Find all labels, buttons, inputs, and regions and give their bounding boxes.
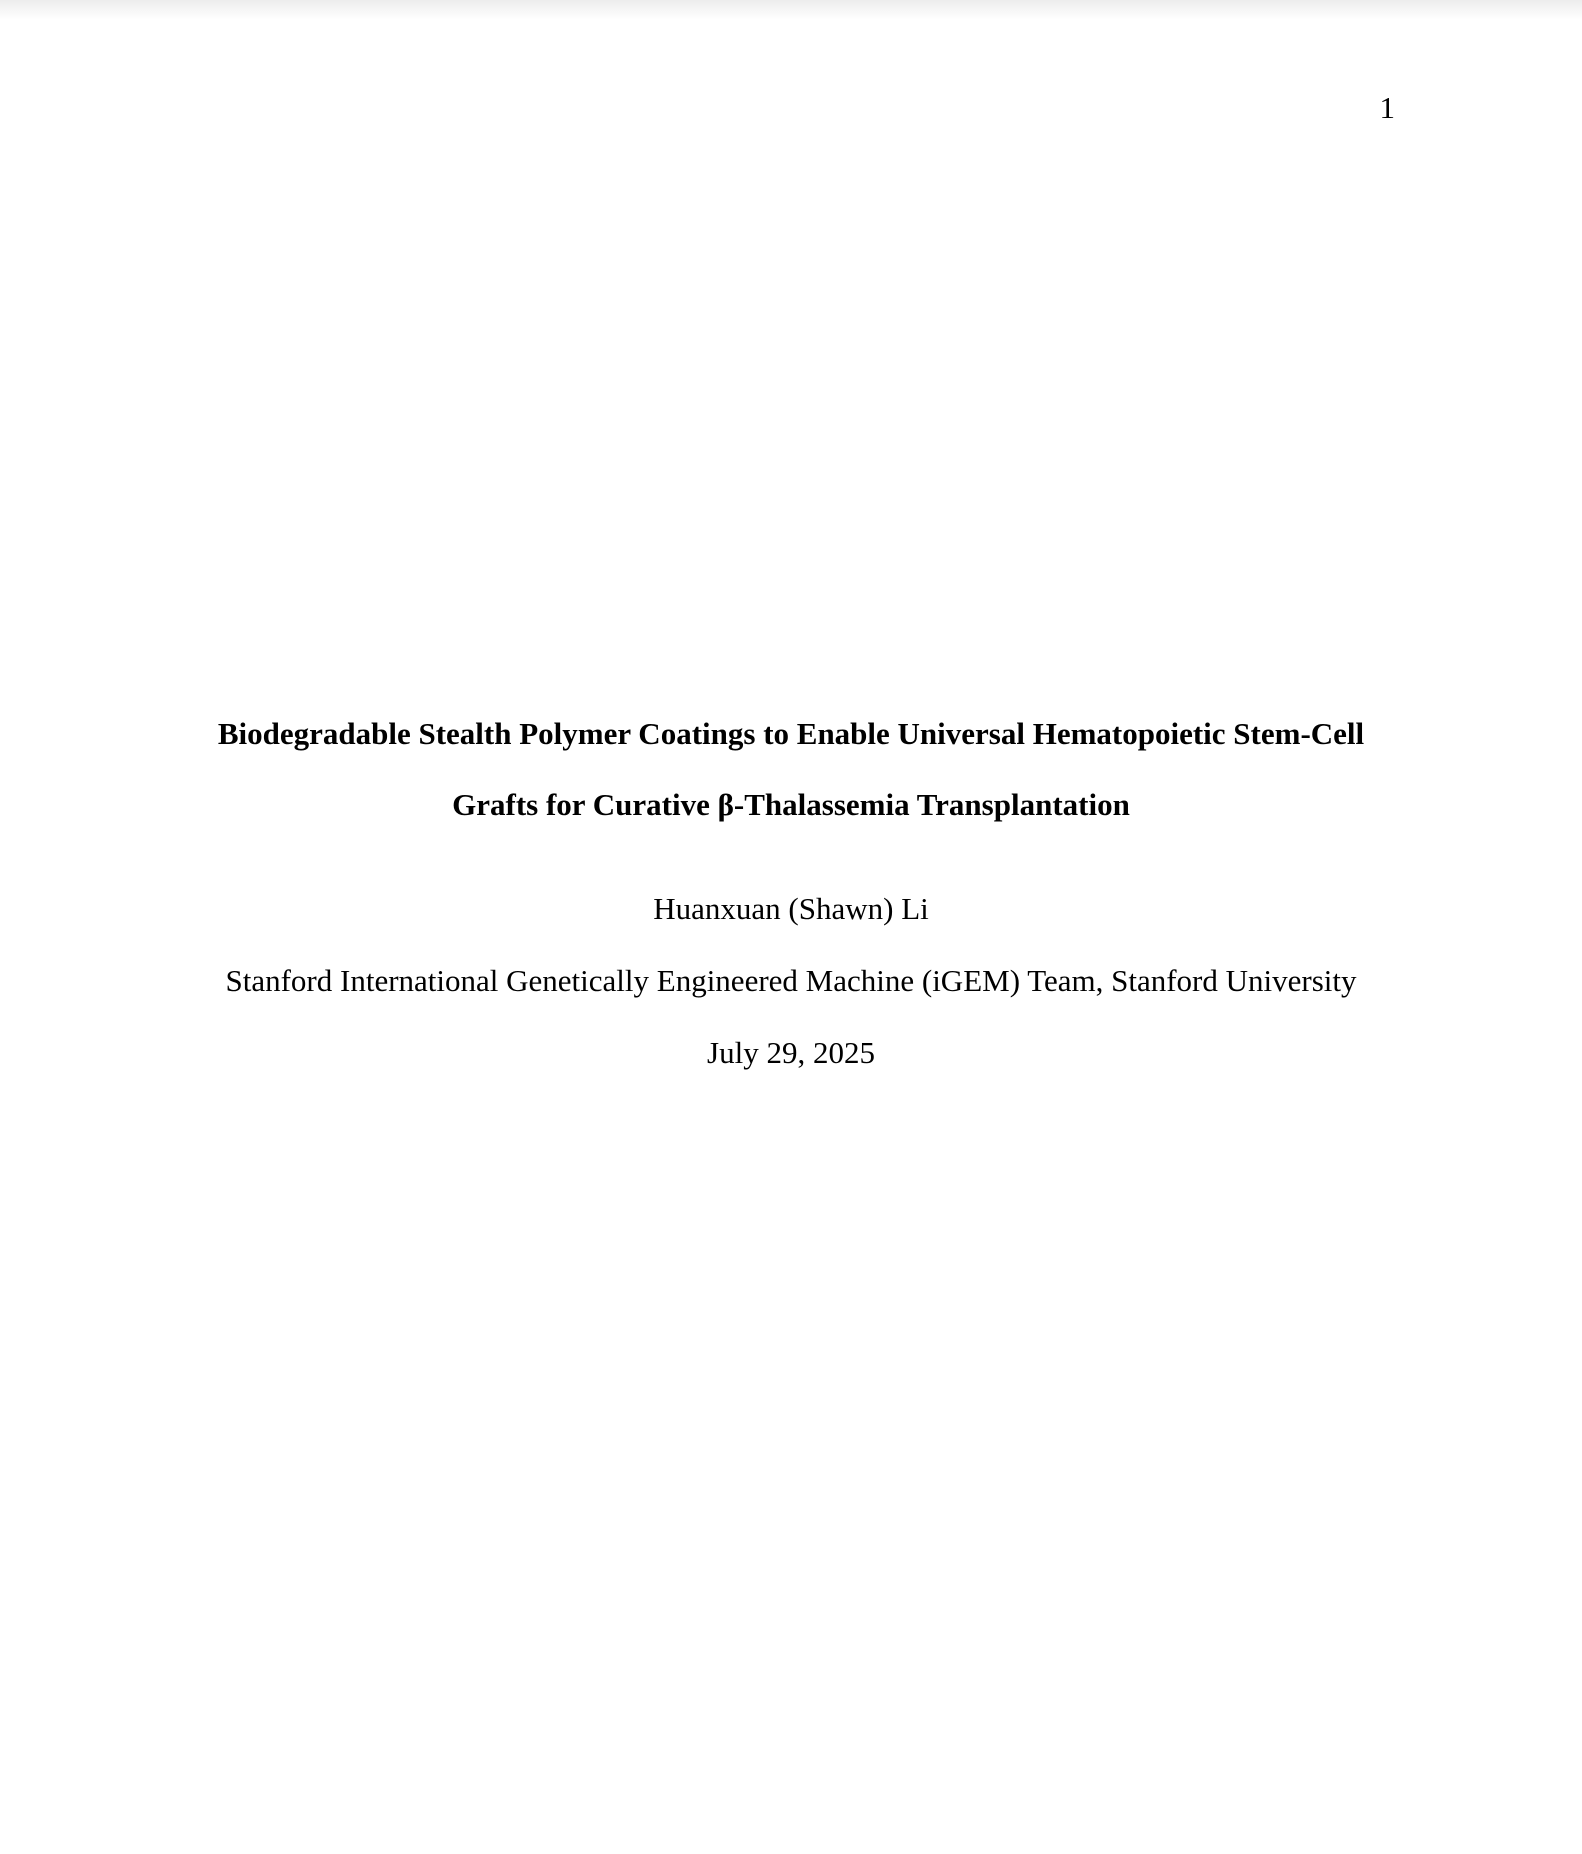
title-page-meta	[0, 889, 1582, 1073]
title-line-1: Biodegradable Stealth Polymer Coatings to Enable Universal Hematopoietic Stem‐Cell	[217, 716, 1365, 751]
paper-title	[0, 714, 1582, 825]
author-name: Huanxuan (Shawn) Li	[653, 891, 929, 926]
page-number: 1	[1379, 90, 1395, 125]
title-line-2: Grafts for Curative β‐Thalassemia Transplantation	[452, 787, 1130, 822]
paper-date: July 29, 2025	[707, 1035, 875, 1070]
author-affiliation: Stanford International Genetically Engineered Machine (iGEM) Team, Stanford University	[225, 963, 1357, 998]
